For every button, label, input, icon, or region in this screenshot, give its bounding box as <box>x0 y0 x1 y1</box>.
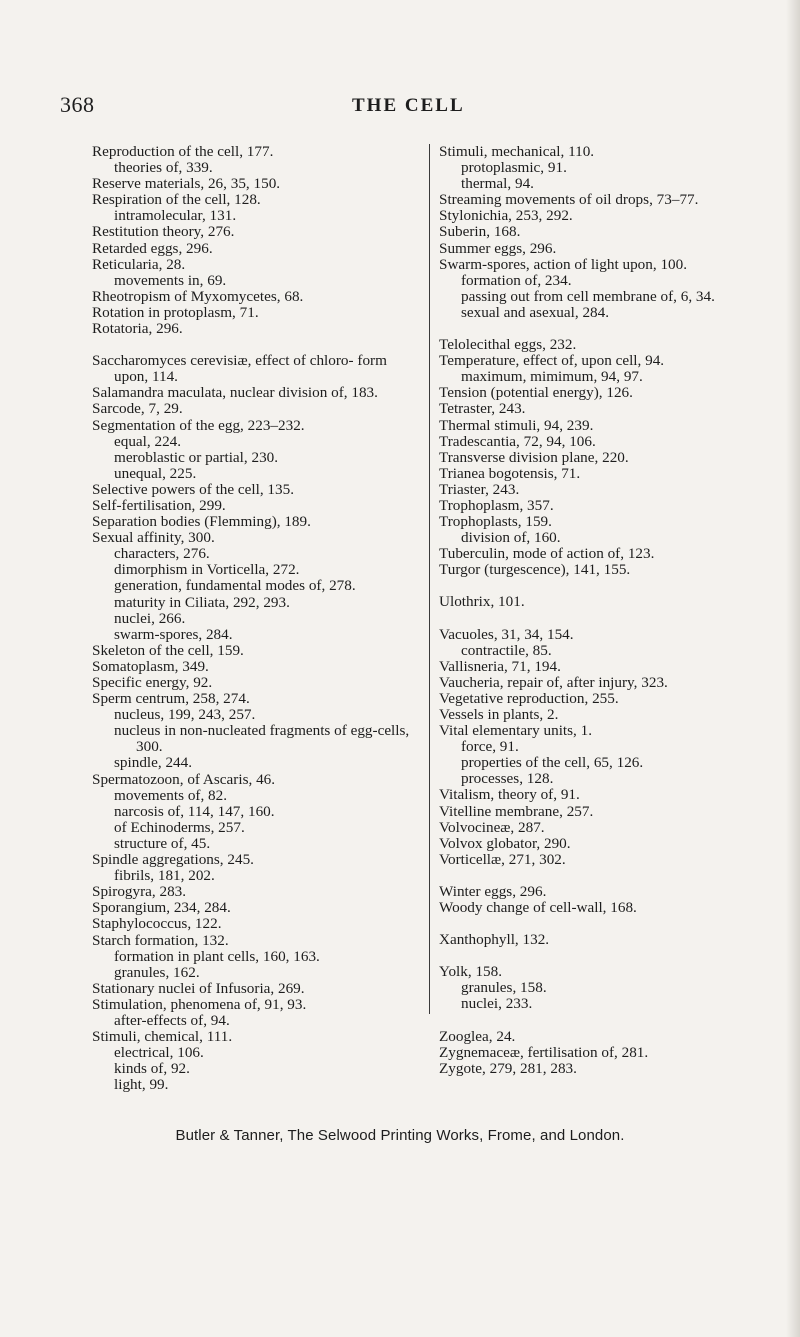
index-subentry: meroblastic or partial, 230. <box>114 448 279 466</box>
index-entry: Reproduction of the cell, 177. <box>92 143 274 160</box>
index-entry: Sexual affinity, 300. <box>92 529 215 547</box>
index-entry: Restitution theory, 276. <box>92 223 235 241</box>
index-subentry: after-effects of, 94. <box>114 1011 230 1029</box>
index-subentry: thermal, 94. <box>461 175 534 193</box>
index-subentry: formation in plant cells, 160, 163. <box>114 947 320 965</box>
page-header <box>0 92 800 122</box>
index-entry: Saccharomyces cerevisiæ, effect of chloro- form upon, 114. <box>92 352 387 386</box>
section-gap <box>92 337 422 353</box>
index-entry: Telolecithal eggs, 232. <box>439 336 577 354</box>
index-subentry: electrical, 106. <box>114 1044 204 1062</box>
printer-imprint: Butler & Tanner, The Selwood Printing Works, Frome, and London. <box>175 1127 625 1144</box>
index-subentry: nucleus, 199, 243, 257. <box>114 706 256 724</box>
index-subentry: kinds of, 92. <box>114 1060 190 1078</box>
index-subentry: maximum, mimimum, 94, 97. <box>461 368 643 386</box>
index-subentry: passing out from cell membrane of, 6, 34. <box>461 287 715 305</box>
page-number: 368 <box>60 92 95 117</box>
section-gap <box>439 948 779 964</box>
index-entry: Winter eggs, 296. <box>439 882 547 900</box>
index-entry: Yolk, 158. <box>439 963 503 981</box>
index-subentry: force, 91. <box>461 738 519 756</box>
index-entry: Specific energy, 92. <box>92 674 213 691</box>
section-gap <box>439 1013 779 1029</box>
index-subentry: movements in, 69. <box>114 271 227 289</box>
section-gap <box>439 916 779 932</box>
index-subentry: formation of, 234. <box>461 271 572 289</box>
index-subentry: contractile, 85. <box>461 641 552 659</box>
index-entry: Rotatoria, 296. <box>92 320 183 338</box>
index-column-right <box>439 144 779 1077</box>
index-entry: Vallisneria, 71, 194. <box>439 657 561 675</box>
index-entry: Vegetative reproduction, 255. <box>439 689 619 707</box>
index-entry: Respiration of the cell, 128. <box>92 191 261 209</box>
index-entry: Trianea bogotensis, 71. <box>439 464 581 482</box>
index-entry: Turgor (turgescence), 141, 155. <box>439 561 631 579</box>
index-subentry: nucleus in non-nucleated fragments of egg-cells, 300. <box>114 722 410 756</box>
index-entry: Thermal stimuli, 94, 239. <box>439 416 594 434</box>
index-subentry: granules, 162. <box>114 963 200 981</box>
index-entry: Summer eggs, 296. <box>439 239 557 257</box>
index-subentry: maturity in Ciliata, 292, 293. <box>114 593 290 611</box>
index-entry: Skeleton of the cell, 159. <box>92 641 244 659</box>
section-gap <box>439 868 779 884</box>
index-subentry: generation, fundamental modes of, 278. <box>114 577 356 595</box>
index-entry: Xanthophyll, 132. <box>439 931 550 949</box>
index-entry: Reserve materials, 26, 35, 150. <box>92 175 281 193</box>
section-gap <box>439 578 779 594</box>
index-entry: Spermatozoon, of Ascaris, 46. <box>92 770 276 788</box>
index-entry: Tuberculin, mode of action of, 123. <box>439 545 655 563</box>
index-entry: Spindle aggregations, 245. <box>92 851 254 869</box>
index-entry: Self-fertilisation, 299. <box>92 496 226 514</box>
index-entry: Ulothrix, 101. <box>439 593 525 611</box>
index-entry: Sporangium, 234, 284. <box>92 899 231 917</box>
index-subentry: dimorphism in Vorticella, 272. <box>114 561 300 579</box>
index-entry: Salamandra maculata, nuclear division of, 183. <box>92 384 378 402</box>
index-entry: Vaucheria, repair of, after injury, 323. <box>439 673 668 691</box>
index-entry: Staphylococcus, 122. <box>92 915 222 933</box>
section-gap <box>439 321 779 337</box>
index-subentry: sexual and asexual, 284. <box>461 303 610 321</box>
index-entry: Spirogyra, 283. <box>92 883 187 901</box>
index-subentry: processes, 128. <box>461 770 554 788</box>
index-subentry: granules, 158. <box>461 979 547 997</box>
index-entry: Tetraster, 243. <box>439 400 526 418</box>
index-subentry: division of, 160. <box>461 529 561 547</box>
index-entry: Suberin, 168. <box>439 223 521 241</box>
index-entry: Temperature, effect of, upon cell, 94. <box>439 352 665 370</box>
index-entry: Stationary nuclei of Infusoria, 269. <box>92 979 305 997</box>
index-subentry: characters, 276. <box>114 545 210 563</box>
index-subentry: theories of, 339. <box>114 159 213 177</box>
index-entry: Streaming movements of oil drops, 73–77. <box>439 191 699 209</box>
index-entry: Rheotropism of Myxomycetes, 68. <box>92 287 304 305</box>
index-entry: Trophoplasts, 159. <box>439 513 552 531</box>
index-subentry: equal, 224. <box>114 432 182 450</box>
index-entry: Sperm centrum, 258, 274. <box>92 690 250 708</box>
index-entry: Vital elementary units, 1. <box>439 722 593 740</box>
running-head: THE CELL <box>352 95 465 116</box>
index-entry: Zooglea, 24. <box>439 1027 516 1045</box>
index-entry: Vessels in plants, 2. <box>439 706 559 723</box>
index-subentry: intramolecular, 131. <box>114 207 237 225</box>
index-entry: Vorticellæ, 271, 302. <box>439 850 566 868</box>
index-entry: Stimulation, phenomena of, 91, 93. <box>92 995 307 1013</box>
index-entry: Starch formation, 132. <box>92 931 229 949</box>
index-subentry: protoplasmic, 91. <box>461 159 567 177</box>
index-subentry: nuclei, 266. <box>114 609 186 627</box>
index-subentry: nuclei, 233. <box>461 995 533 1013</box>
column-divider <box>429 144 430 1014</box>
index-entry: Separation bodies (Flemming), 189. <box>92 513 311 531</box>
index-entry: Zygnemaceæ, fertilisation of, 281. <box>439 1043 649 1061</box>
index-subentry: swarm-spores, 284. <box>114 625 233 643</box>
index-subentry: spindle, 244. <box>114 754 193 772</box>
index-entry: Swarm-spores, action of light upon, 100. <box>439 255 688 273</box>
index-entry: Transverse division plane, 220. <box>439 448 629 466</box>
index-entry: Rotation in protoplasm, 71. <box>92 303 259 321</box>
index-entry: Vitalism, theory of, 91. <box>439 786 580 804</box>
index-subentry: narcosis of, 114, 147, 160. <box>114 802 275 820</box>
index-entry: Trophoplasm, 357. <box>439 496 554 514</box>
index-entry: Reticularia, 28. <box>92 255 186 273</box>
index-subentry: unequal, 225. <box>114 464 197 482</box>
index-entry: Retarded eggs, 296. <box>92 239 213 257</box>
index-subentry: fibrils, 181, 202. <box>114 867 215 885</box>
index-entry: Zygote, 279, 281, 283. <box>439 1059 577 1077</box>
index-entry: Triaster, 243. <box>439 480 520 498</box>
index-column-left <box>92 144 422 1093</box>
index-subentry: light, 99. <box>114 1076 169 1094</box>
index-entry: Volvox globator, 290. <box>439 834 571 852</box>
index-subentry: structure of, 45. <box>114 834 211 852</box>
index-entry: Woody change of cell-wall, 168. <box>439 899 637 917</box>
index-entry: Stylonichia, 253, 292. <box>439 207 573 225</box>
index-entry: Stimuli, chemical, 111. <box>92 1028 233 1046</box>
index-entry: Selective powers of the cell, 135. <box>92 480 295 498</box>
index-subentry: of Echinoderms, 257. <box>114 818 245 836</box>
index-entry: Stimuli, mechanical, 110. <box>439 143 595 160</box>
index-subentry: movements of, 82. <box>114 786 228 804</box>
index-entry: Tension (potential energy), 126. <box>439 384 633 402</box>
index-entry: Vacuoles, 31, 34, 154. <box>439 625 574 643</box>
index-entry: Segmentation of the egg, 223–232. <box>92 416 305 434</box>
section-gap <box>439 611 779 627</box>
index-entry: Sarcode, 7, 29. <box>92 400 183 418</box>
index-entry: Vitelline membrane, 257. <box>439 802 594 820</box>
index-entry: Tradescantia, 72, 94, 106. <box>439 432 596 450</box>
index-entry: Volvocineæ, 287. <box>439 818 545 836</box>
index-subentry: properties of the cell, 65, 126. <box>461 754 644 772</box>
index-entry: Somatoplasm, 349. <box>92 657 209 675</box>
